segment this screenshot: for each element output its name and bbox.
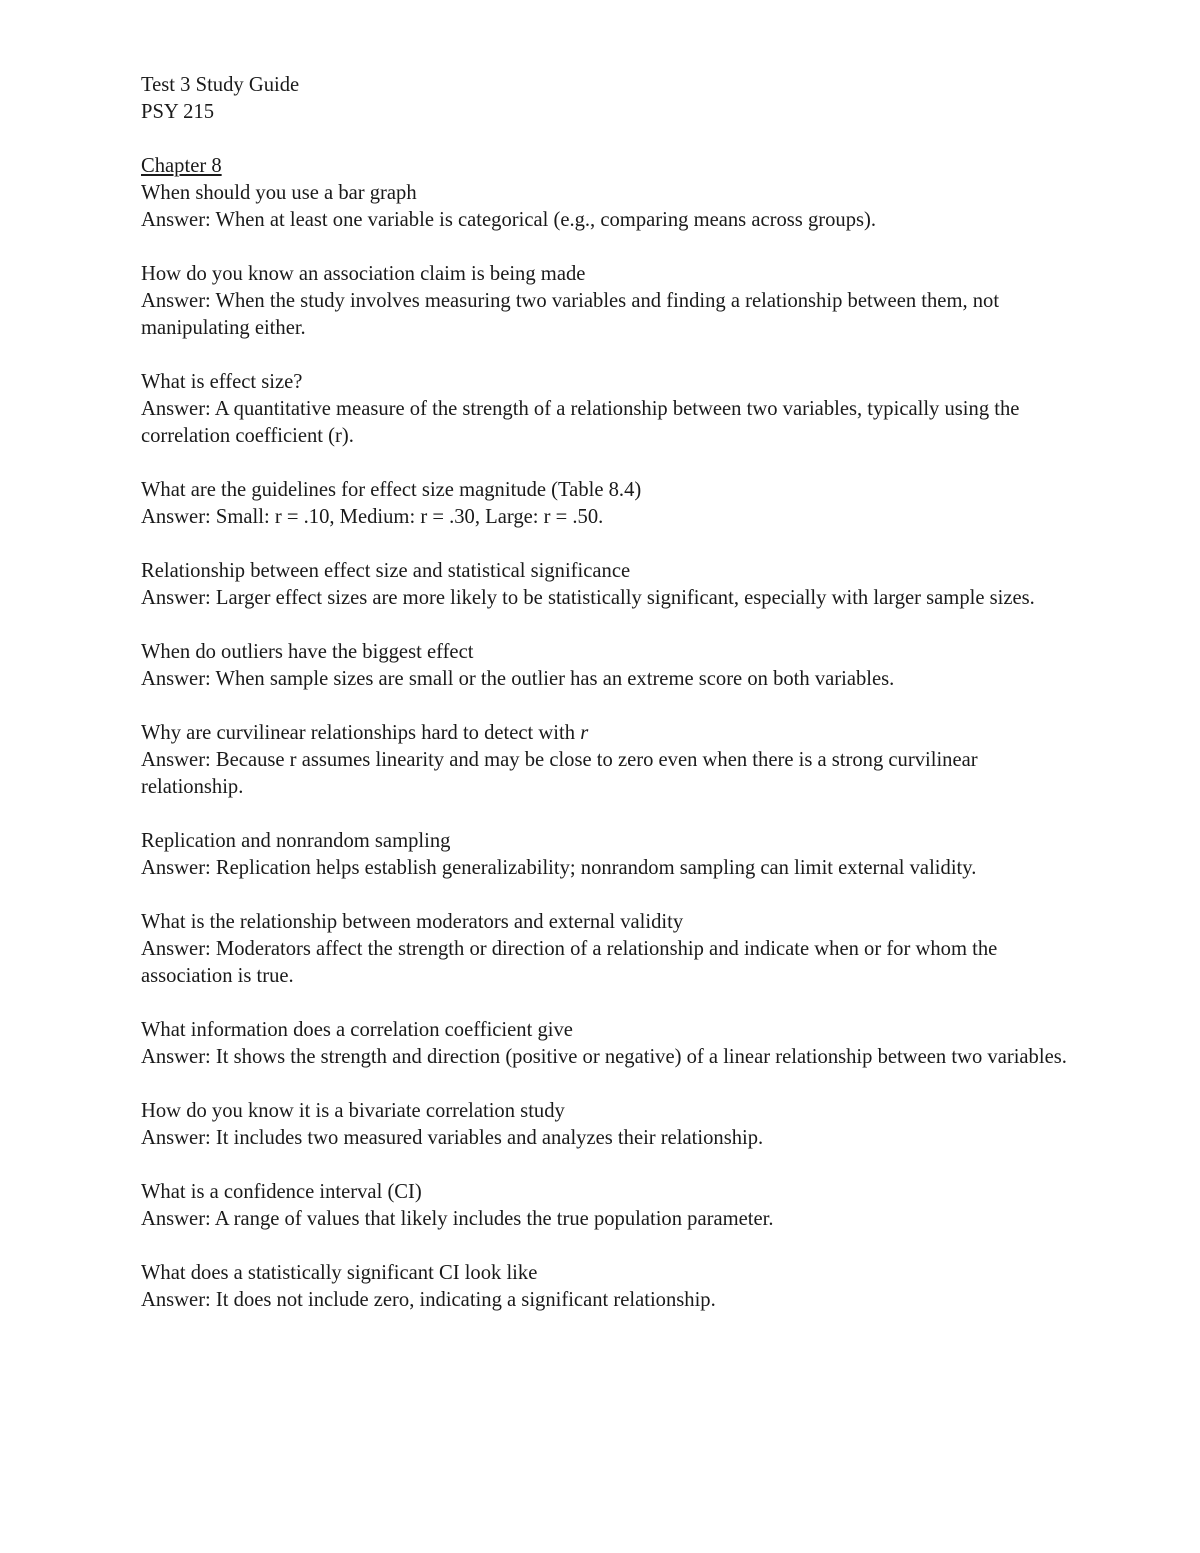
- question: [141, 720, 1071, 747]
- question: What are the guidelines for effect size magnitude (Table 8.4): [141, 479, 642, 501]
- answer: Answer: Larger effect sizes are more likely to be statistically significant, especially with larger sample sizes.: [141, 587, 1035, 609]
- answer: Answer: It does not include zero, indicating a significant relationship.: [141, 1289, 716, 1311]
- answer: Answer: When sample sizes are small or the outlier has an extreme score on both variables.: [141, 668, 895, 690]
- question: What is the relationship between moderators and external validity: [141, 911, 684, 933]
- question: What is effect size?: [141, 371, 303, 393]
- qa-item: [141, 1017, 1071, 1071]
- qa-item: [141, 1098, 1071, 1152]
- question-text: Why are curvilinear relationships hard to detect with: [141, 722, 576, 744]
- answer: Answer: Small: r = .10, Medium: r = .30, Large: r = .50.: [141, 506, 604, 528]
- question: What information does a correlation coefficient give: [141, 1019, 573, 1041]
- question: What is a confidence interval (CI): [141, 1181, 422, 1203]
- answer: Answer: When at least one variable is categorical (e.g., comparing means across groups).: [141, 209, 877, 231]
- qa-item: [141, 720, 1071, 801]
- qa-item: [141, 639, 1071, 693]
- chapter-heading: Chapter 8: [141, 155, 222, 177]
- spacer: [141, 126, 1071, 153]
- question: Relationship between effect size and statistical significance: [141, 560, 631, 582]
- question: What does a statistically significant CI look like: [141, 1262, 538, 1284]
- qa-item: [141, 909, 1071, 990]
- qa-item: [141, 1260, 1071, 1314]
- qa-item: [141, 1179, 1071, 1233]
- qa-item: [141, 828, 1071, 882]
- document-title: Test 3 Study Guide: [141, 74, 300, 96]
- answer: Answer: Because r assumes linearity and may be close to zero even when there is a strong curvilinear relationship.: [141, 749, 978, 798]
- document-page: [141, 72, 1071, 1314]
- answer: Answer: It includes two measured variables and analyzes their relationship.: [141, 1127, 764, 1149]
- qa-item: [141, 180, 1071, 234]
- answer: Answer: Moderators affect the strength or direction of a relationship and indicate when or for whom the association is true.: [141, 938, 998, 987]
- qa-item: [141, 558, 1071, 612]
- question-italic-r: r: [580, 722, 589, 744]
- question: Replication and nonrandom sampling: [141, 830, 451, 852]
- answer: Answer: When the study involves measuring two variables and finding a relationship between them, not manipulating either.: [141, 290, 1000, 339]
- answer: Answer: A range of values that likely includes the true population parameter.: [141, 1208, 774, 1230]
- qa-item: [141, 261, 1071, 342]
- qa-item: [141, 477, 1071, 531]
- question: How do you know an association claim is being made: [141, 263, 586, 285]
- question: How do you know it is a bivariate correlation study: [141, 1100, 565, 1122]
- course-code: PSY 215: [141, 101, 215, 123]
- answer: Answer: A quantitative measure of the strength of a relationship between two variables, typically using the correlation coefficient (r).: [141, 398, 1020, 447]
- answer: Answer: Replication helps establish generalizability; nonrandom sampling can limit external validity.: [141, 857, 977, 879]
- qa-list: [141, 180, 1071, 1314]
- answer: Answer: It shows the strength and direction (positive or negative) of a linear relationship between two variables.: [141, 1046, 1067, 1068]
- question: When do outliers have the biggest effect: [141, 641, 474, 663]
- qa-item: [141, 369, 1071, 450]
- question: When should you use a bar graph: [141, 182, 417, 204]
